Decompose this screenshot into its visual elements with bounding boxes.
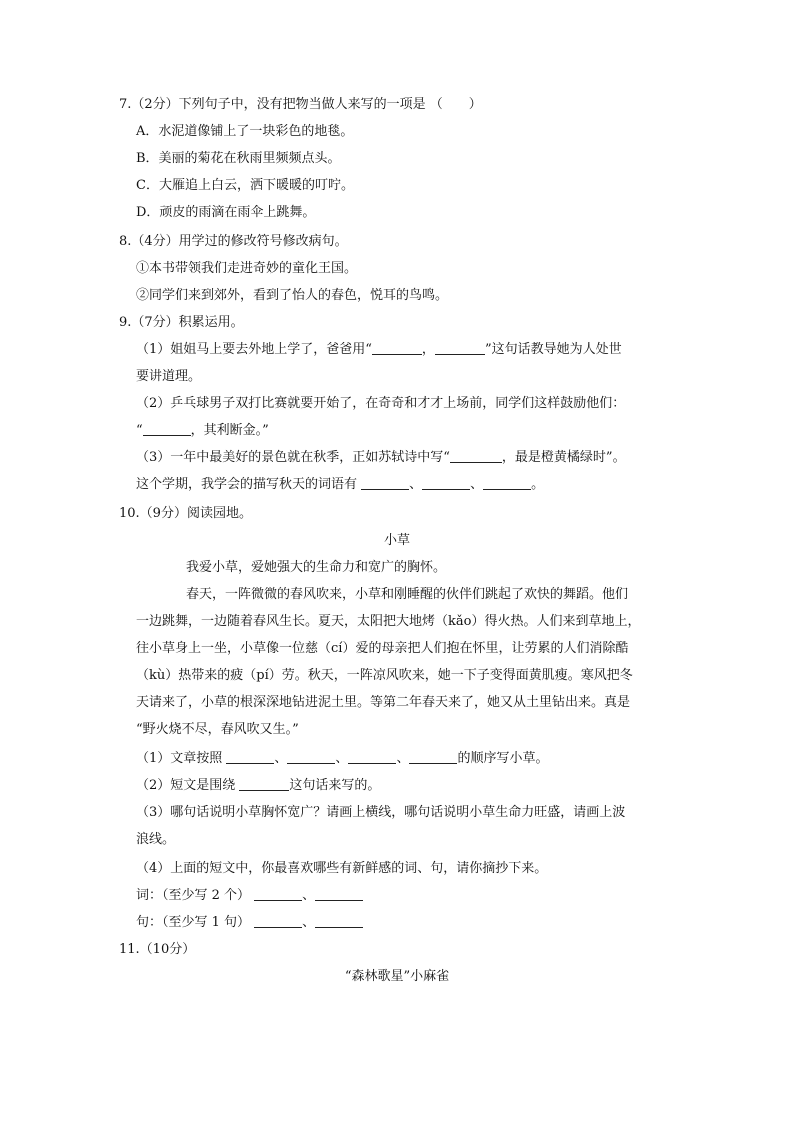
q7-option-a: A．水泥道像铺上了一块彩色的地毯。 <box>136 124 354 139</box>
q7-stem: 7.（2分）下列句子中，没有把物当做人来写的一项是 （ ） <box>119 97 482 112</box>
q10-sub4-words: 词：（至少写 2 个） 、 <box>136 882 363 909</box>
q9-part1-line1: （1）姐姐马上要去外地上学了，爸爸用“ ， ”这句话教导她为人处世 <box>136 336 622 363</box>
answer-blank[interactable] <box>226 747 274 764</box>
q9-part3-line1: （3）一年中最美好的景色就在秋季，正如苏轼诗中写“ ，最是橙黄橘绿时”。 <box>136 444 626 471</box>
q8-stem: 8.（4分）用学过的修改符号修改病句。 <box>119 234 348 249</box>
q7-option-c: C．大雁追上白云，洒下暖暖的叮咛。 <box>136 178 354 193</box>
q11-passage-title: “森林歌星”小麻雀 <box>344 969 450 984</box>
answer-blank[interactable] <box>254 884 302 901</box>
passage-paragraph-2-line: 春天，一阵微微的春风吹来，小草和刚睡醒的伙伴们跳起了欢快的舞蹈。他们 <box>186 587 629 602</box>
answer-blank[interactable] <box>450 446 502 463</box>
q10-sub3-line1: （3）哪句话说明小草胸怀宽广？请画上横线，哪句话说明小草生命力旺盛，请画上波 <box>136 805 626 820</box>
q10-sub2: （2）短文是围绕 这句话来写的。 <box>136 772 380 799</box>
q10-sub3-line2: 浪线。 <box>136 832 176 847</box>
passage-paragraph-2-line: “野火烧不尽，春风吹又生。” <box>136 722 299 737</box>
answer-blank[interactable] <box>287 747 335 764</box>
q7-option-b: B．美丽的菊花在秋雨里频频点头。 <box>136 151 341 166</box>
q10-sub4-sentences: 句：（至少写 1 句） 、 <box>136 909 363 936</box>
passage-paragraph-2-line: 天请来了，小草的根深深地钻进泥土里。等第二年春天来了，她又从土里钻出来。真是 <box>136 695 631 710</box>
answer-blank[interactable] <box>254 911 302 928</box>
q8-item-2: ②同学们来到郊外，看到了怡人的春色，悦耳的鸟鸣。 <box>136 288 449 303</box>
q9-part2-line2: “ ，其利断金。” <box>136 417 269 444</box>
q10-sub1: （1）文章按照 、 、 、 的顺序写小草。 <box>136 745 548 772</box>
answer-blank[interactable] <box>143 419 191 436</box>
passage-paragraph-2-line: 一边跳舞，一边随着春风生长。夏天，太阳把大地烤（kǎo）得火热。人们来到草地上， <box>136 614 641 629</box>
answer-blank[interactable] <box>315 911 363 928</box>
q10-stem: 10.（9分）阅读园地。 <box>119 506 252 521</box>
answer-blank[interactable] <box>239 774 289 791</box>
q9-part1-line2: 要讲道理。 <box>136 369 202 384</box>
answer-blank[interactable] <box>348 747 396 764</box>
answer-blank[interactable] <box>409 747 457 764</box>
q9-part3-line2: 这个学期，我学会的描写秋天的词语有 、 、 。 <box>136 471 544 498</box>
q8-item-1: ①本书带领我们走进奇妙的童化王国。 <box>136 261 358 276</box>
answer-blank[interactable] <box>372 338 422 355</box>
answer-blank[interactable] <box>315 884 363 901</box>
passage-title: 小草 <box>383 533 410 548</box>
answer-blank[interactable] <box>361 473 409 490</box>
passage-paragraph-2-line: 往小草身上一坐，小草像一位慈（cí）爱的母亲把人们抱在怀里，让劳累的人们消除酷 <box>136 641 629 656</box>
q7-option-d: D．顽皮的雨滴在雨伞上跳舞。 <box>136 205 316 220</box>
answer-blank[interactable] <box>483 473 531 490</box>
answer-blank[interactable] <box>422 473 470 490</box>
passage-paragraph-2-line: （kù）热带来的疲（pí）劳。秋天，一阵凉风吹来，她一下子变得面黄肌瘦。寒风把冬 <box>136 668 633 683</box>
q10-sub4: （4）上面的短文中，你最喜欢哪些有新鲜感的词、句，请你摘抄下来。 <box>136 861 548 876</box>
q9-stem: 9.（7分）积累运用。 <box>119 315 244 330</box>
answer-blank[interactable] <box>435 338 485 355</box>
q9-part2-line1: （2）乒乓球男子双打比赛就要开始了，在奇奇和才才上场前，同学们这样鼓励他们： <box>136 396 626 411</box>
passage-paragraph-1: 我爱小草，爱她强大的生命力和宽广的胸怀。 <box>186 560 447 575</box>
q11-stem: 11.（10分） <box>119 942 196 957</box>
